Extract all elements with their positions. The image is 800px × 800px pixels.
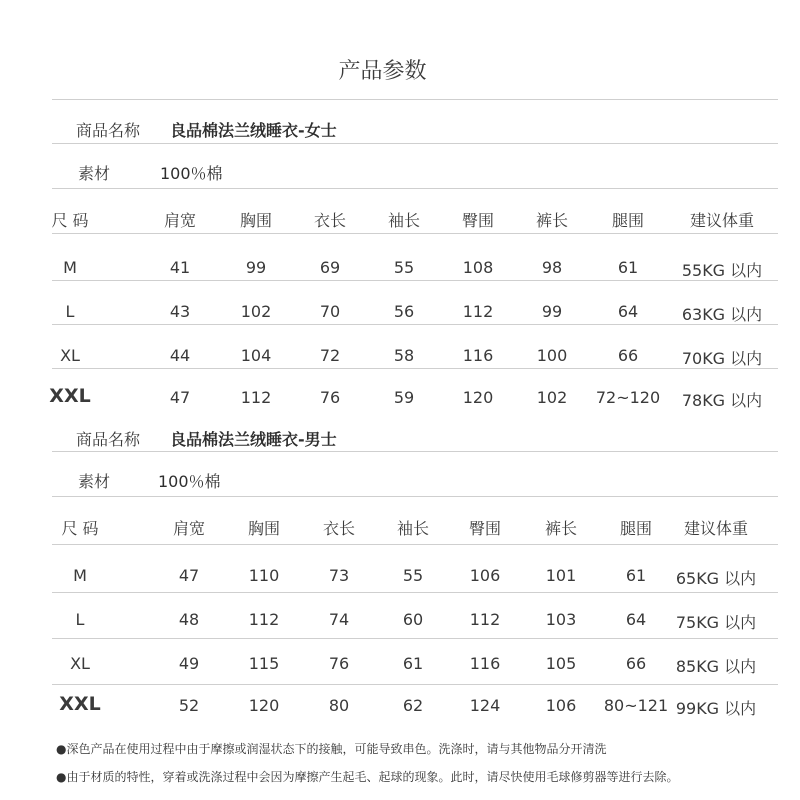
column-header: 衣长 xyxy=(322,519,356,538)
size-label: XL xyxy=(70,654,90,673)
divider xyxy=(52,280,778,281)
size-label: XXL xyxy=(49,385,91,407)
table-cell: 112 xyxy=(240,388,272,407)
table-cell: 47 xyxy=(178,566,200,585)
material-label: 素材 xyxy=(78,164,111,183)
table-cell: 108 xyxy=(462,258,494,277)
column-header: 袖长 xyxy=(387,211,421,230)
table-cell: 47 xyxy=(169,388,191,407)
table-cell: 112 xyxy=(248,610,280,629)
table-cell: 101 xyxy=(545,566,577,585)
table-cell: 66 xyxy=(625,654,647,673)
table-cell: 116 xyxy=(469,654,501,673)
table-cell: 80~121 xyxy=(603,696,669,715)
size-label: XL xyxy=(60,346,80,365)
table-cell: 99 xyxy=(541,302,563,321)
table-cell: 65KG 以内 xyxy=(675,569,757,588)
table-cell: 72 xyxy=(319,346,341,365)
divider xyxy=(52,324,778,325)
size-label: L xyxy=(65,302,75,321)
table-cell: 115 xyxy=(248,654,280,673)
table-cell: 110 xyxy=(248,566,280,585)
divider xyxy=(52,143,778,144)
care-note: ●由于材质的特性，穿着或洗涤过程中会因为摩擦产生起毛、起球的现象。此时，请尽快使用毛球修剪器等进行去除。 xyxy=(56,770,679,784)
table-cell: 124 xyxy=(469,696,501,715)
table-cell: 43 xyxy=(169,302,191,321)
care-note: ●深色产品在使用过程中由于摩擦或润湿状态下的接触，可能导致串色。洗涤时，请与其他物品分开清洗 xyxy=(56,742,607,756)
divider xyxy=(52,99,778,100)
table-cell: 41 xyxy=(169,258,191,277)
table-cell: 62 xyxy=(402,696,424,715)
column-header: 臀围 xyxy=(468,519,502,538)
table-cell: 78KG 以内 xyxy=(681,391,763,410)
table-cell: 99KG 以内 xyxy=(675,699,757,718)
material-value: 100％棉 xyxy=(160,164,223,183)
divider xyxy=(52,451,778,452)
table-cell: 104 xyxy=(240,346,272,365)
size-label: XXL xyxy=(59,693,101,715)
column-header: 裤长 xyxy=(535,211,569,230)
table-cell: 112 xyxy=(462,302,494,321)
divider xyxy=(52,496,778,497)
table-cell: 120 xyxy=(248,696,280,715)
material-label: 素材 xyxy=(78,472,111,491)
column-header: 袖长 xyxy=(396,519,430,538)
column-header: 裤长 xyxy=(544,519,578,538)
table-cell: 116 xyxy=(462,346,494,365)
product-name-label: 商品名称 xyxy=(76,430,141,449)
table-cell: 106 xyxy=(469,566,501,585)
product-name-label: 商品名称 xyxy=(76,121,141,140)
table-cell: 48 xyxy=(178,610,200,629)
divider xyxy=(52,233,778,234)
divider xyxy=(52,638,778,639)
table-cell: 60 xyxy=(402,610,424,629)
table-cell: 55KG 以内 xyxy=(681,261,763,280)
table-cell: 73 xyxy=(328,566,350,585)
table-cell: 102 xyxy=(536,388,568,407)
divider xyxy=(52,684,778,685)
table-cell: 63KG 以内 xyxy=(681,305,763,324)
table-cell: 55 xyxy=(393,258,415,277)
table-cell: 100 xyxy=(536,346,568,365)
table-cell: 105 xyxy=(545,654,577,673)
column-header: 建议体重 xyxy=(689,211,755,230)
divider xyxy=(52,368,778,369)
column-header: 腿围 xyxy=(619,519,653,538)
size-label: M xyxy=(73,566,87,585)
divider xyxy=(52,592,778,593)
column-header: 肩宽 xyxy=(172,519,206,538)
table-cell: 102 xyxy=(240,302,272,321)
table-cell: 99 xyxy=(245,258,267,277)
material-value: 100％棉 xyxy=(158,472,221,491)
column-header: 胸围 xyxy=(239,211,273,230)
table-cell: 98 xyxy=(541,258,563,277)
table-cell: 61 xyxy=(625,566,647,585)
table-cell: 75KG 以内 xyxy=(675,613,757,632)
table-cell: 64 xyxy=(617,302,639,321)
table-cell: 70KG 以内 xyxy=(681,349,763,368)
column-header: 尺 码 xyxy=(61,519,99,538)
table-cell: 59 xyxy=(393,388,415,407)
table-cell: 52 xyxy=(178,696,200,715)
table-cell: 58 xyxy=(393,346,415,365)
table-cell: 44 xyxy=(169,346,191,365)
table-cell: 112 xyxy=(469,610,501,629)
column-header: 腿围 xyxy=(611,211,645,230)
table-cell: 55 xyxy=(402,566,424,585)
table-cell: 61 xyxy=(402,654,424,673)
table-cell: 76 xyxy=(319,388,341,407)
product-name-value: 良品棉法兰绒睡衣-男士 xyxy=(170,430,337,449)
table-cell: 103 xyxy=(545,610,577,629)
column-header: 胸围 xyxy=(247,519,281,538)
table-cell: 106 xyxy=(545,696,577,715)
table-cell: 61 xyxy=(617,258,639,277)
divider xyxy=(52,544,778,545)
size-label: L xyxy=(75,610,85,629)
table-cell: 66 xyxy=(617,346,639,365)
table-cell: 64 xyxy=(625,610,647,629)
product-name-value: 良品棉法兰绒睡衣-女士 xyxy=(170,121,337,140)
column-header: 尺 码 xyxy=(51,211,89,230)
table-cell: 76 xyxy=(328,654,350,673)
table-cell: 85KG 以内 xyxy=(675,657,757,676)
table-cell: 120 xyxy=(462,388,494,407)
table-cell: 49 xyxy=(178,654,200,673)
table-cell: 80 xyxy=(328,696,350,715)
divider xyxy=(52,188,778,189)
table-cell: 69 xyxy=(319,258,341,277)
size-label: M xyxy=(63,258,77,277)
table-cell: 72~120 xyxy=(595,388,661,407)
table-cell: 56 xyxy=(393,302,415,321)
table-cell: 70 xyxy=(319,302,341,321)
page-title: 产品参数 xyxy=(338,59,427,84)
column-header: 臀围 xyxy=(461,211,495,230)
column-header: 肩宽 xyxy=(163,211,197,230)
column-header: 建议体重 xyxy=(683,519,749,538)
column-header: 衣长 xyxy=(313,211,347,230)
table-cell: 74 xyxy=(328,610,350,629)
